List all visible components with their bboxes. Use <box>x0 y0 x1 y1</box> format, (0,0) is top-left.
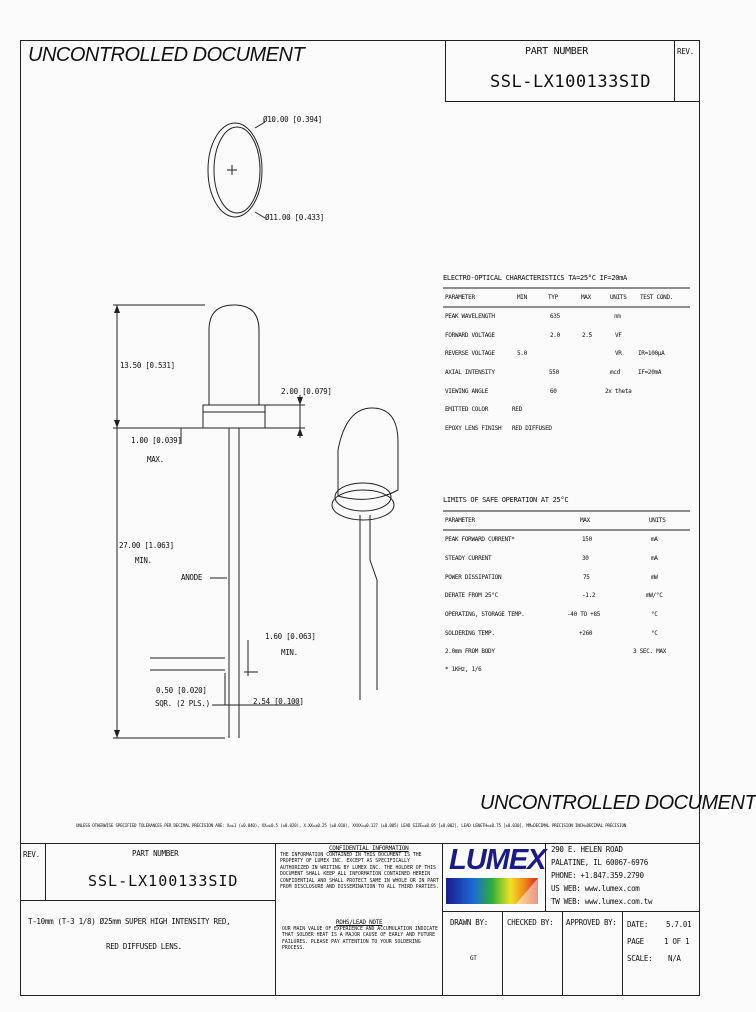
eo-cell: 5.0 <box>517 350 527 357</box>
limits-cell: -1.2 <box>582 592 596 599</box>
limits-cell: °C <box>651 611 658 618</box>
eo-cell: 2.5 <box>582 332 592 339</box>
part-number-header-value: SSL-LX100133SID <box>490 72 652 92</box>
eo-table-title: ELECTRO-OPTICAL CHARACTERISTICS TA=25°C IF=20mA <box>443 274 627 282</box>
eo-cell: 2.0 <box>550 332 560 339</box>
limits-header: PARAMETER <box>445 517 475 524</box>
limits-footnote: * 1KHz, 1/6 <box>445 666 482 673</box>
limits-table-title: LIMITS OF SAFE OPERATION AT 25°C <box>443 496 569 504</box>
title-part-number: SSL-LX100133SID <box>88 872 239 890</box>
eo-cell: EMITTED COLOR <box>445 406 489 413</box>
lumex-logo-text: LUMEX <box>449 844 546 876</box>
eo-cell: mcd <box>610 369 620 376</box>
eo-cell: RED DIFFUSED <box>512 425 552 432</box>
anode-label: ANODE <box>181 573 203 582</box>
description-line-1: T-10mm (T-3 1/8) Ø25mm SUPER HIGH INTENSITY RED, <box>28 917 231 926</box>
eo-cell: VIEWING ANGLE <box>445 388 489 395</box>
eo-cell: FORWARD VOLTAGE <box>445 332 495 339</box>
title-part-number-label: PART NUMBER <box>132 849 179 858</box>
limits-cell: OPERATING, STORAGE TEMP. <box>445 611 525 618</box>
date-label: DATE: <box>627 920 649 929</box>
part-number-header-label: PART NUMBER <box>525 46 588 57</box>
eo-cell: EPOXY LENS FINISH <box>445 425 502 432</box>
address-line: PHONE: +1.847.359.2790 <box>551 871 644 880</box>
eo-cell: nm <box>614 313 621 320</box>
limits-cell: DERATE FROM 25°C <box>445 592 498 599</box>
checked-by-label: CHECKED BY: <box>507 918 554 927</box>
tolerance-note: UNLESS OTHERWISE SPECIFIED TOLERANCES PER DECIMAL PRECISION ARE: X=±1 (±0.040), XX=±0.5 (±0.020), X.XX=±0.25 (±0.010), XXXX=±0.127 (±0.005) LEAD SIZE=±0.05 [±0.002], LEAD LENGTH=±0.75 [±0.030], MM=DECIMAL PRECISION INCH=DECIMAL PRECISION <box>76 823 627 828</box>
dim-lead-min: MIN. <box>135 556 152 565</box>
rohs-title: ROHS/LEAD NOTE <box>336 919 383 926</box>
dim-max-word: MAX. <box>147 455 164 464</box>
limits-cell: SOLDERING TEMP. <box>445 630 495 637</box>
limits-cell: POWER DISSIPATION <box>445 574 502 581</box>
address-line: 290 E. HELEN ROAD <box>551 845 623 854</box>
limits-cell: STEADY CURRENT <box>445 555 492 562</box>
dim-kink: 1.60 [0.063] <box>265 632 316 641</box>
eo-cell: AXIAL INTENSITY <box>445 369 495 376</box>
approved-by-label: APPROVED BY: <box>566 918 617 927</box>
limits-cell: mA <box>651 536 658 543</box>
limits-cell: PEAK FORWARD CURRENT* <box>445 536 515 543</box>
drawn-by-value: GT <box>470 955 477 962</box>
date-value: 5.7.01 <box>666 920 692 929</box>
dim-diameter-outer: Ø11.00 [0.433] <box>265 213 325 222</box>
scale-value: N/A <box>668 954 681 963</box>
limits-cell: °C <box>651 630 658 637</box>
address-line: TW WEB: www.lumex.com.tw <box>551 897 653 906</box>
title-rev-label: REV. <box>23 850 40 859</box>
uncontrolled-stamp-top: UNCONTROLLED DOCUMENT <box>28 44 305 66</box>
confidential-title: CONFIDENTIAL INFORMATION <box>329 845 409 852</box>
limits-cell: -40 TO +85 <box>567 611 601 618</box>
limits-cell: +260 <box>579 630 593 637</box>
eo-cell: PEAK WAVELENGTH <box>445 313 495 320</box>
side-view-dome <box>209 305 259 405</box>
eo-cell: 550 <box>549 369 559 376</box>
eo-header: TEST COND. <box>640 294 674 301</box>
dim-kink-min: MIN. <box>281 648 298 657</box>
limits-cell: 75 <box>583 574 590 581</box>
limits-header: MAX <box>580 517 590 524</box>
scale-label: SCALE: <box>627 954 653 963</box>
eo-header: MIN <box>517 294 527 301</box>
confidential-text: THE INFORMATION CONTAINED IN THIS DOCUMENT IS THE PROPERTY OF LUMEX INC. EXCEPT AS SPECIFICALLY AUTHORIZED IN WRITING BY LUMEX INC. THE HOLDER OF THIS DOCUMENT SHALL KEEP ALL INFORMATION CONTAINED HEREIN CONFIDENTIAL AND SHALL PROTECT SAME IN WHOLE OR IN PART FROM DISCLOSURE AND DISSEMINATION TO ALL THIRD PARTIES. <box>280 853 439 891</box>
limits-cell: 2.0mm FROM BODY <box>445 648 495 655</box>
dim-lead-length: 27.00 [1.063] <box>119 541 174 550</box>
address-line: PALATINE, IL 60067-6976 <box>551 858 648 867</box>
eo-cell: 635 <box>550 313 560 320</box>
eo-cell: IF=20mA <box>638 369 662 376</box>
drawn-by-label: DRAWN BY: <box>450 918 488 927</box>
dim-max-height: 1.00 [0.039] <box>131 436 182 445</box>
eo-cell: RED <box>512 406 522 413</box>
limits-cell: 150 <box>582 536 592 543</box>
eo-header: PARAMETER <box>445 294 475 301</box>
limits-cell: 3 SEC. MAX <box>633 648 667 655</box>
limits-cell: mW <box>651 574 658 581</box>
rev-header-label: REV. <box>677 47 694 56</box>
limits-header: UNITS <box>649 517 666 524</box>
dim-body-height: 13.50 [0.531] <box>120 361 175 370</box>
dim-flange: 2.00 [0.079] <box>281 387 332 396</box>
dim-diameter-inner: Ø10.00 [0.394] <box>263 115 323 124</box>
eo-header: MAX <box>581 294 591 301</box>
rohs-text: OUR MAIN VALUE OF EXPERIENCE AND ACCUMULATION INDICATE THAT SOLDER HEAT IS A MAJOR CAUSE OF EARLY AND FUTURE FAILURES. PLEASE PAY ATTENTION TO YOUR SOLDERING PROCESS. <box>282 927 438 952</box>
eo-cell: 60 <box>550 388 557 395</box>
description-line-2: RED DIFFUSED LENS. <box>106 942 182 951</box>
eo-header: UNITS <box>610 294 627 301</box>
limits-cell: 30 <box>582 555 589 562</box>
page-value: 1 OF 1 <box>664 937 690 946</box>
page-label: PAGE <box>627 937 644 946</box>
eo-cell: IR=100µA <box>638 350 665 357</box>
eo-cell: REVERSE VOLTAGE <box>445 350 495 357</box>
dim-sqr: SQR. (2 PLS.) <box>155 699 210 708</box>
eo-cell: 2x theta <box>605 388 632 395</box>
uncontrolled-stamp-bottom: UNCONTROLLED DOCUMENT <box>480 792 756 814</box>
eo-cell: VR <box>615 350 622 357</box>
side-view-flange <box>203 405 265 428</box>
eo-cell: VF <box>615 332 622 339</box>
limits-cell: mW/°C <box>646 592 663 599</box>
limits-cell: mA <box>651 555 658 562</box>
dim-lead-square: 0.50 [0.020] <box>156 686 207 695</box>
address-line: US WEB: www.lumex.com <box>551 884 640 893</box>
eo-header: TYP <box>548 294 558 301</box>
dim-pitch: 2.54 [0.100] <box>253 697 304 706</box>
